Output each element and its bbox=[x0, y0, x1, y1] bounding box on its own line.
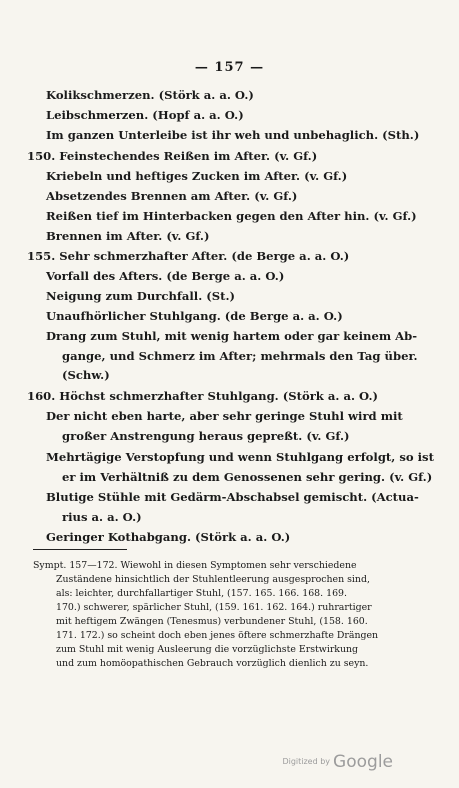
google-logo: Google bbox=[333, 752, 393, 772]
footnote-line: mit heftigem Zwängen (Tenesmus) verbundener Stuhl, (158. 160. bbox=[56, 616, 368, 627]
footnote-line: und zum homöopathischen Gebrauch vorzüglich dienlich zu seyn. bbox=[56, 658, 369, 669]
symptom-line: Der nicht eben harte, aber sehr geringe Stuhl wird mit bbox=[46, 409, 403, 423]
symptom-line: Reißen tief im Hinterbacken gegen den After hin. (v. Gf.) bbox=[46, 209, 417, 223]
symptom-line: Kolikschmerzen. (Störk a. a. O.) bbox=[46, 88, 254, 102]
footnote-line: zum Stuhl mit wenig Ausleerung die vorzüglichste Erstwirkung bbox=[56, 644, 359, 655]
symptom-line: (Schw.) bbox=[62, 368, 110, 382]
symptom-line: 155. Sehr schmerzhafter After. (de Berge a. a. O.) bbox=[27, 249, 350, 263]
symptom-line: gange, und Schmerz im After; mehrmals den Tag über. bbox=[62, 349, 418, 363]
footnote-line: 171. 172.) so scheint doch eben jenes öftere schmerzhafte Drängen bbox=[56, 630, 379, 641]
digitized-watermark bbox=[282, 752, 393, 772]
symptom-line: Absetzendes Brennen am After. (v. Gf.) bbox=[46, 189, 298, 203]
symptom-line: Leibschmerzen. (Hopf a. a. O.) bbox=[46, 108, 244, 122]
symptom-line: Geringer Kothabgang. (Störk a. a. O.) bbox=[46, 530, 291, 544]
symptom-line: Vorfall des Afters. (de Berge a. a. O.) bbox=[46, 269, 285, 283]
footnote-line: als: leichter, durchfallartiger Stuhl, (157. 165. 166. 168. 169. bbox=[56, 588, 347, 599]
symptom-line: Brennen im After. (v. Gf.) bbox=[46, 229, 210, 243]
symptom-line: 160. Höchst schmerzhafter Stuhlgang. (Störk a. a. O.) bbox=[27, 389, 378, 403]
footnote-line: 170.) schwerer, spärlicher Stuhl, (159. 161. 162. 164.) ruhrartiger bbox=[56, 602, 372, 613]
symptom-line: Unaufhörlicher Stuhlgang. (de Berge a. a. O.) bbox=[46, 309, 343, 323]
footnote-line: Sympt. 157—172. Wiewohl in diesen Symptomen sehr verschiedene bbox=[33, 560, 357, 571]
symptom-line: Kriebeln und heftiges Zucken im After. (v. Gf.) bbox=[46, 169, 348, 183]
watermark-prefix: Digitized by bbox=[282, 757, 331, 766]
symptom-line: 150. Feinstechendes Reißen im After. (v. Gf.) bbox=[27, 149, 318, 163]
footnote-divider bbox=[33, 549, 127, 550]
footnote-line: Zuständene hinsichtlich der Stuhlentleerung ausgesprochen sind, bbox=[56, 574, 370, 585]
symptom-line: Blutige Stühle mit Gedärm-Abschabsel gemischt. (Actua- bbox=[46, 490, 419, 504]
symptom-line: rius a. a. O.) bbox=[62, 510, 142, 524]
symptom-line: großer Anstrengung heraus gepreßt. (v. Gf.) bbox=[62, 429, 350, 443]
symptom-line: er im Verhältniß zu dem Genossenen sehr gering. (v. Gf.) bbox=[62, 470, 433, 484]
page-number: — 157 — bbox=[194, 60, 265, 75]
symptom-line: Im ganzen Unterleibe ist ihr weh und unbehaglich. (Sth.) bbox=[46, 128, 420, 142]
symptom-line: Drang zum Stuhl, mit wenig hartem oder gar keinem Ab- bbox=[46, 329, 418, 343]
symptom-line: Mehrtägige Verstopfung und wenn Stuhlgang erfolgt, so ist bbox=[46, 450, 434, 464]
symptom-line: Neigung zum Durchfall. (St.) bbox=[46, 289, 235, 303]
